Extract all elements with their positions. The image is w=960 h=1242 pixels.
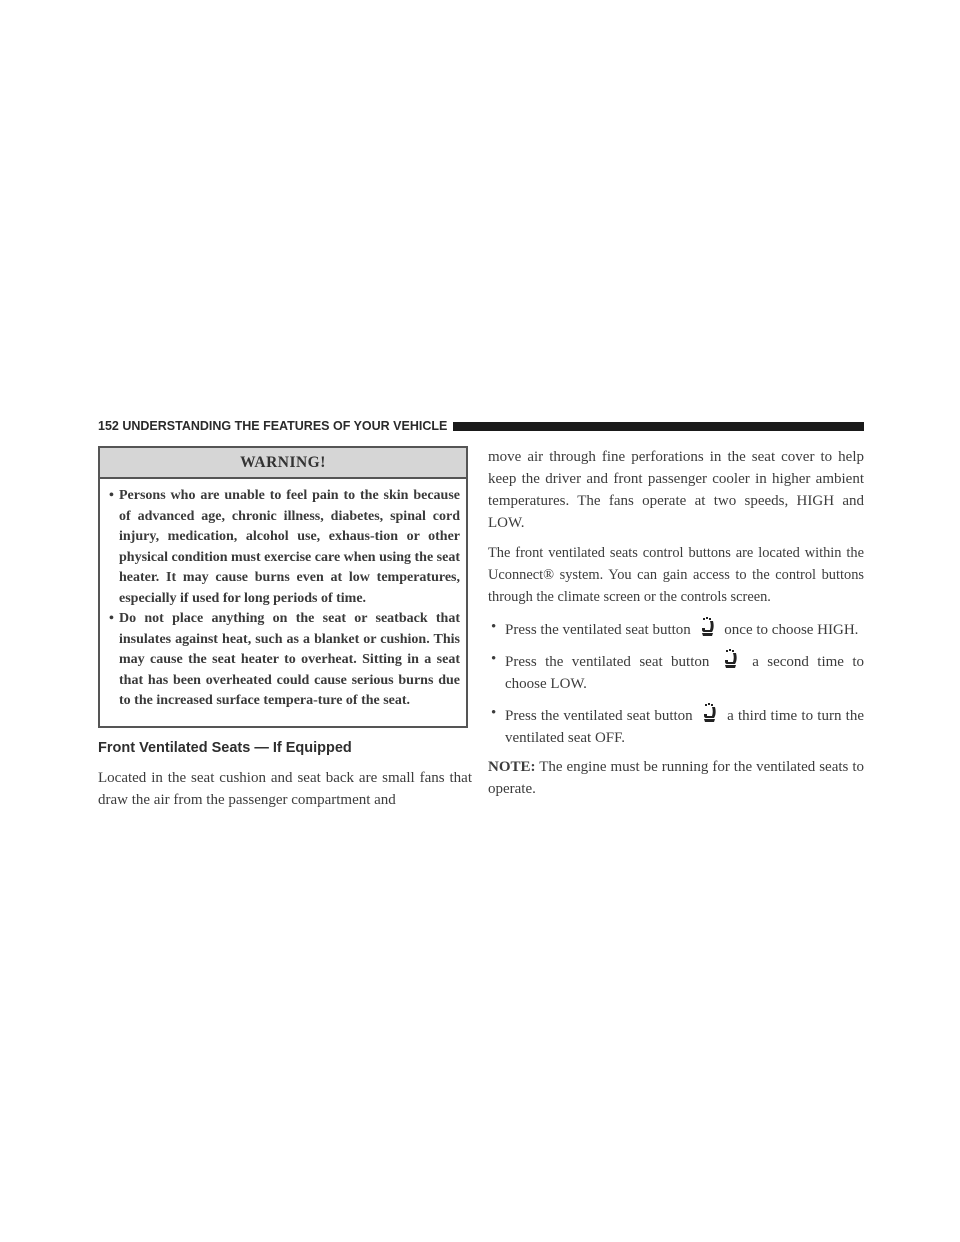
right-column: [488, 446, 864, 808]
instruction-text-before: Press the ventilated seat button: [505, 654, 710, 670]
warning-item-text: Do not place anything on the seat or seatback that insulates against heat, such as a blanket or cushion. This may cause the seat heater to overheat. Sitting in a seat that has been overheated could cause serious burns due to the increased surface tempera-ture of the seat.: [119, 611, 460, 708]
ventilated-seat-icon: [719, 648, 743, 670]
bullet: •: [491, 705, 497, 721]
warning-box: [98, 446, 468, 728]
instruction-item: [488, 616, 864, 641]
bullet: •: [491, 651, 497, 667]
instruction-text-after: once to choose HIGH.: [724, 622, 859, 638]
note-paragraph: [488, 756, 864, 800]
instruction-text-before: Press the ventilated seat button: [505, 622, 691, 638]
note-label: NOTE:: [488, 759, 536, 775]
warning-item: [110, 486, 460, 609]
bullet: •: [109, 611, 114, 626]
bullet: •: [491, 619, 497, 635]
body-paragraph-continued: move air through fine perforations in the seat cover to help keep the driver and front passenger cooler in higher ambient temperatures. The fans operate at two speeds, HIGH and LOW.: [488, 449, 864, 531]
bullet: •: [109, 488, 114, 503]
warning-item: [110, 609, 460, 712]
warning-item-text: Persons who are unable to feel pain to the skin because of advanced age, chronic illness, diabetes, spinal cord injury, medication, alcohol use, exhaus-tion or other physical condition must exercise care when using the seat heater. It may cause burns even at low temperatures, especially if used for long periods of time.: [119, 488, 460, 606]
section-heading: Front Ventilated Seats — If Equipped: [98, 740, 352, 756]
ventilated-seat-icon: [698, 702, 722, 724]
warning-list: [100, 479, 466, 712]
body-paragraph-controls: The front ventilated seats control buttons are located within the Uconnect® system. You can gain access to the control buttons through the climate screen or the controls screen.: [488, 545, 864, 605]
header-rule: [453, 422, 864, 431]
warning-title: WARNING!: [100, 448, 466, 479]
body-paragraph: Located in the seat cushion and seat back are small fans that draw the air from the passenger compartment and: [98, 770, 472, 808]
instruction-list: [488, 616, 864, 749]
instruction-text-after: a second time to choose LOW.: [505, 654, 865, 692]
instruction-text-before: Press the ventilated seat button: [505, 708, 693, 724]
ventilated-seat-icon: [696, 616, 720, 638]
page-header-text: 152 UNDERSTANDING THE FEATURES OF YOUR VEHICLE: [98, 419, 448, 433]
note-text: The engine must be running for the ventilated seats to operate.: [488, 759, 864, 797]
page-header: [98, 416, 864, 436]
instruction-item: [488, 702, 864, 749]
instruction-text-after: a third time to turn the ventilated seat OFF.: [505, 708, 864, 746]
instruction-item: [488, 648, 864, 695]
